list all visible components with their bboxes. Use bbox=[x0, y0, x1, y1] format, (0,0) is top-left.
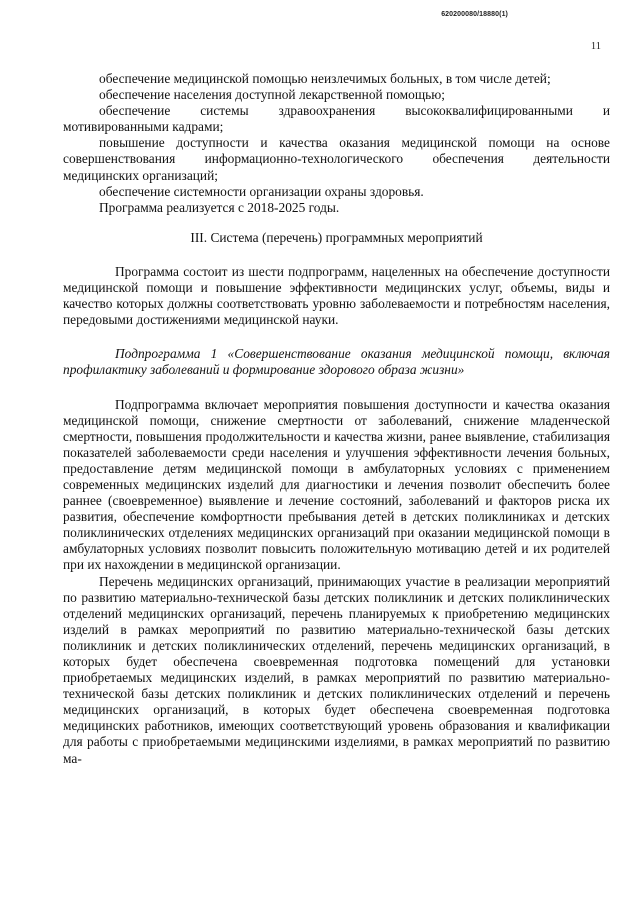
page-number: 11 bbox=[590, 41, 601, 52]
goal-item: обеспечение медицинской помощью неизлечимых больных, в том числе детей; bbox=[99, 71, 551, 86]
program-period-text: Программа реализуется с 2018-2025 годы. bbox=[99, 199, 340, 215]
section-title: III. Система (перечень) программных мероприятий bbox=[190, 229, 483, 245]
subprogram-paragraph: Подпрограмма включает мероприятия повышения доступности и качества оказания медицинской помощи, снижение смертности от заболеваний, снижение младенческой смертности, повышения продолжительности и качества жизни, ранее выявление, стабилизация показателей заболеваемости среди населения и улучшения эффективности лечения больных, предоставление детям медицинской помощи в амбулаторных условиях с применением современных медицинских изделий для диагностики и лечения позволит обеспечить более раннее (своевременное) выявление и лечение состояний, заболеваний и факторов риска их развития, обеспечение комфортности пребывания детей в детских поликлиниках и детских поликлинических отделениях медицинских организаций при оказании медицинской помощи в амбулаторных условиях позволит повысить положительную мотивацию детей и их родителей при их нахождении в медицинской организации. bbox=[63, 396, 610, 573]
goal-item: обеспечение системности организации охраны здоровья. bbox=[99, 183, 424, 199]
goal-item: обеспечение населения доступной лекарственной помощью; bbox=[99, 87, 445, 103]
goal-item: повышение доступности и качества оказания медицинской помощи на основе совершенствования информационно-технологического обеспечения деятельности медицинских организаций; bbox=[63, 135, 610, 183]
page-content bbox=[63, 71, 610, 767]
goal-item: обеспечение системы здравоохранения высококвалифицированными и мотивированными кадрами; bbox=[63, 103, 610, 135]
subprogram-paragraph: Перечень медицинских организаций, принимающих участие в реализации мероприятий по развитию материально-технической базы детских поликлиник и детских поликлинических отделений медицинских организаций, перечень планируемых к приобретению медицинских изделий в рамках мероприятий по развитию материально-технической базы детских поликлиник и детских поликлинических отделений, перечень медицинских организаций, в которых будет обеспечена своевременная подготовка помещений для установки приобретаемых медицинских изделий, в рамках мероприятий по развитию материально-технической базы детских поликлиник и детских поликлинических отделений и перечень медицинских организаций, в которых будет обеспечена своевременная подготовка медицинских работников, имеющих соответствующий уровень образования и квалификации для работы с приобретаемыми медицинскими изделиями, в рамках мероприятий по развитию ма- bbox=[63, 573, 610, 766]
document-id: 620200080/18880(1) bbox=[441, 11, 508, 18]
subprogram-title: Подпрограмма 1 «Совершенствование оказания медицинской помощи, включая профилактику заболеваний и формирование здорового образа жизни» bbox=[63, 346, 610, 378]
section-paragraph: Программа состоит из шести подпрограмм, нацеленных на обеспечение доступности медицинской помощи и повышение эффективности медицинских услуг, объемы, виды и качество которых должны соответствовать уровню заболеваемости и потребностям населения, передовыми достижениями медицинской науки. bbox=[63, 263, 610, 328]
